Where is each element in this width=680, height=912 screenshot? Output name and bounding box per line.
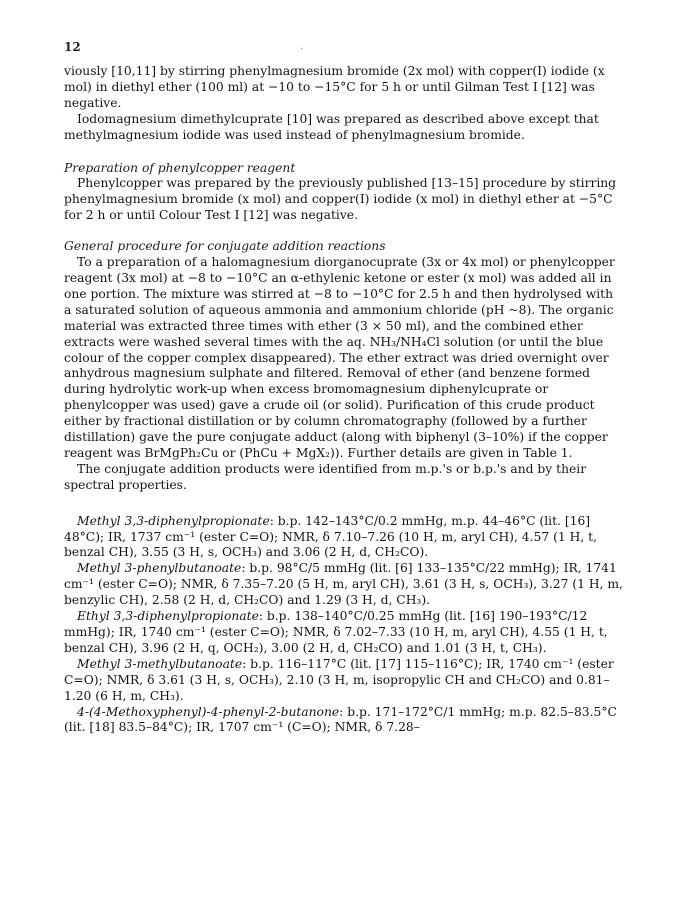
- compound-data: : b.p. 116–117°C (lit. [17] 115–116°C); IR, 1740 cm⁻¹ (ester C=O); NMR, δ 3.61 (3 H, s, OCH₃), 2.10 (3 H, m, isopropylic CH and CH₂CO) and 0.81–1.20 (6 H, m, CH₃).: [64, 656, 614, 703]
- compound-data: : b.p. 98°C/5 mmHg (lit. [6] 133–135°C/22 mmHg); IR, 1741 cm⁻¹ (ester C=O); NMR, δ 7.35–7.20 (5 H, m, aryl CH), 3.61 (3 H, s, OCH₃), 3.27 (1 H, m, benzylic CH), 2.58 (2 H, d, CH₂CO) and 1.29 (3 H, d, CH₃).: [64, 561, 623, 608]
- compound-name: 4-(4-Methoxyphenyl)-4-phenyl-2-butanone: [77, 704, 340, 719]
- paragraph-iodomagnesium: Iodomagnesium dimethylcuprate [10] was prepared as described above except that methylmagnesium iodide was used instead of phenylmagnesium bromide.: [64, 111, 599, 142]
- page-number: 12: [64, 40, 81, 54]
- compound-entry: [64, 609, 624, 657]
- section-heading-phenylcopper: Preparation of phenylcopper reagent: [64, 160, 296, 175]
- stray-mark: ·: [300, 44, 304, 55]
- compound-entry: [64, 514, 624, 562]
- compound-data: : b.p. 171–172°C/1 mmHg; m.p. 82.5–83.5°C (lit. [18] 83.5–84°C); IR, 1707 cm⁻¹ (C=O); NMR, δ 7.28–: [64, 704, 617, 735]
- compound-name: Methyl 3,3-diphenylpropionate: [77, 513, 270, 528]
- compound-entry: [64, 705, 624, 737]
- section-heading-general-procedure: General procedure for conjugate addition reactions: [64, 239, 386, 254]
- compound-entry: [64, 657, 624, 705]
- compound-data: : b.p. 138–140°C/0.25 mmHg (lit. [16] 190–193°C/12 mmHg); IR, 1740 cm⁻¹ (ester C=O); NMR, δ 7.02–7.33 (10 H, m, aryl CH), 4.55 (1 H, t, benzal CH), 3.96 (2 H, q, OCH₂), 3.00 (2 H, d, CH₂CO) and 1.01 (3 H, t, CH₃).: [64, 609, 608, 655]
- page-body: [64, 64, 624, 736]
- compound-name: Ethyl 3,3-diphenylpropionate: [77, 609, 259, 624]
- paragraph-general-procedure: To a preparation of a halomagnesium diorganocuprate (3x or 4x mol) or phenylcopper reagent (3x mol) at −8 to −10°C an α-ethylenic ketone or ester (x mol) was added all in one portion. The mixture was stirred at −8 to −10°C for 2.5 h and then hydrolysed with a saturated solution of aqueous ammonia and ammonium chloride (pH ~8). The organic material was extracted three times with ether (3 × 50 ml), and the combined ether extracts were washed several times with the aq. NH₃/NH₄Cl solution (or until the blue colour of the copper complex disappeared). The ether extract was dried overnight over anhydrous magnesium sulphate and filtered. Removal of ether (and benzene formed during hydrolytic work-up when excess bromomagnesium diphenylcuprate or phenylcopper was used) gave a crude oil (or solid). Purification of this crude product either by fractional distillation or by column chromatography (followed by a further distillation) gave the pure conjugate adduct (along with biphenyl (3–10%) if the copper reagent was BrMgPh₂Cu or (PhCu + MgX₂)). Further details are given in Table 1.: [64, 255, 615, 460]
- paragraph-continued: viously [10,11] by stirring phenylmagnesium bromide (2x mol) with copper(I) iodide (x mol) in diethyl ether (100 ml) at −10 to −15°C for 5 h or until Gilman Test I [12] was negative.: [64, 64, 605, 110]
- compound-data: : b.p. 142–143°C/0.2 mmHg, m.p. 44–46°C (lit. [16] 48°C); IR, 1737 cm⁻¹ (ester C=O); NMR, δ 7.10–7.26 (10 H, m, aryl CH), 4.57 (1 H, t, benzal CH), 3.55 (3 H, s, OCH₃) and 3.06 (2 H, d, CH₂CO).: [64, 513, 597, 560]
- compound-name: Methyl 3-phenylbutanoate: [77, 561, 242, 576]
- paragraph-identification: The conjugate addition products were identified from m.p.'s or b.p.'s and by their spectral properties.: [64, 461, 587, 492]
- compound-name: Methyl 3-methylbutanoate: [77, 656, 243, 671]
- compound-entry: [64, 561, 624, 609]
- paragraph-phenylcopper: Phenylcopper was prepared by the previously published [13–15] procedure by stirring phenylmagnesium bromide (x mol) and copper(I) iodide (x mol) in diethyl ether at −5°C for 2 h or until Colour Test I [12] was negative.: [64, 176, 617, 223]
